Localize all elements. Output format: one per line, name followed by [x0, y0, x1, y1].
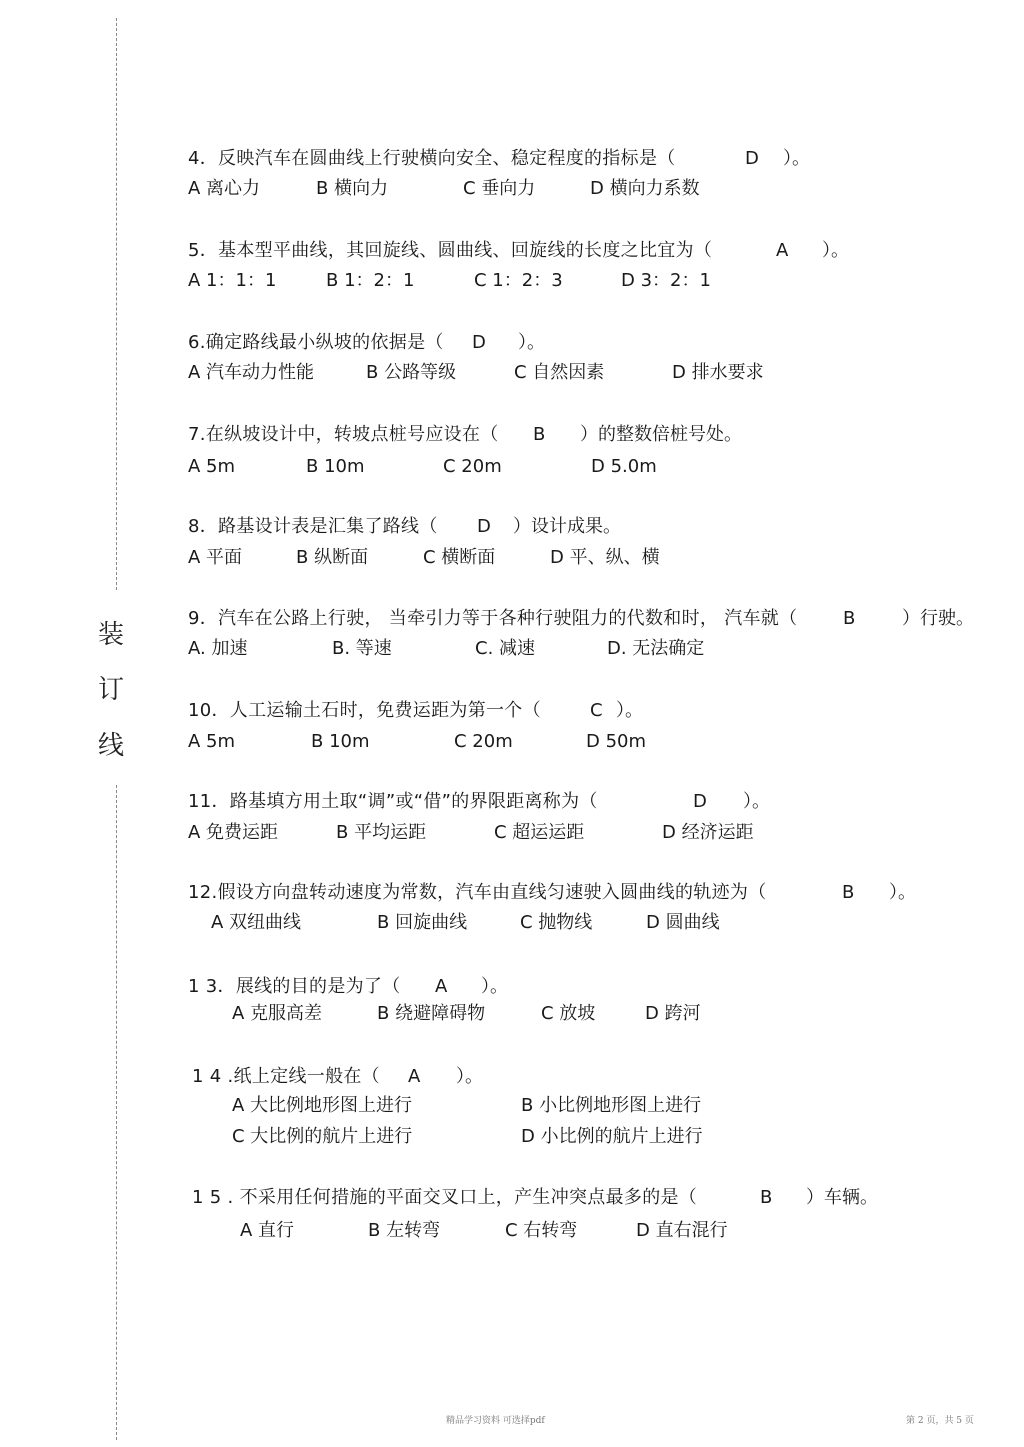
option-c: C 垂向力 [463, 178, 536, 199]
answer-letter: B [533, 424, 546, 445]
question-stem-end: ）。 [456, 1066, 483, 1087]
option-d: D. 无法确定 [607, 638, 705, 659]
question-stem-end: ）。 [822, 240, 849, 261]
binding-dashed-line-bottom [116, 785, 117, 1440]
option-c: C 自然因素 [514, 362, 605, 383]
question-stem-end: ）的整数倍桩号处。 [580, 424, 742, 445]
answer-letter: B [842, 882, 855, 903]
binding-char-1: 装 [98, 620, 125, 650]
question-stem-end: ）。 [518, 332, 545, 353]
option-d: D 圆曲线 [646, 912, 720, 933]
option-b: B 纵断面 [296, 547, 369, 568]
option-c: C 超运运距 [494, 822, 585, 843]
option-b: B 小比例地形图上进行 [521, 1095, 702, 1116]
answer-letter: A [408, 1066, 421, 1087]
option-c: C 20m [454, 731, 513, 752]
question-stem-end: ）设计成果。 [513, 516, 621, 537]
option-b: B. 等速 [332, 638, 392, 659]
option-a: A 直行 [240, 1220, 295, 1241]
option-c: C 横断面 [423, 547, 496, 568]
option-c: C 20m [443, 456, 502, 477]
option-b: B 公路等级 [366, 362, 457, 383]
question-stem-end: ）。 [743, 791, 770, 812]
question-stem-end: ）。 [783, 148, 810, 169]
option-b: B 10m [311, 731, 370, 752]
option-a: A 5m [188, 731, 236, 752]
question-stem-end: ）。 [889, 882, 916, 903]
option-d: D 跨河 [645, 1003, 701, 1024]
question-stem-end: ）行驶。 [902, 608, 974, 629]
option-a: A 大比例地形图上进行 [232, 1095, 413, 1116]
option-a: A 双纽曲线 [211, 912, 302, 933]
option-d: D 3：2：1 [621, 270, 711, 291]
question-stem: 7.在纵坡设计中，转坡点桩号应设在（ [188, 424, 499, 445]
option-b: B 1：2：1 [326, 270, 415, 291]
binding-char-2: 订 [98, 675, 125, 705]
question-stem-end: ）车辆。 [806, 1187, 878, 1208]
question-stem: 9．汽车在公路上行驶， 当牵引力等于各种行驶阻力的代数和时， 汽车就（ [188, 608, 798, 629]
question-stem: 6.确定路线最小纵坡的依据是（ [188, 332, 444, 353]
option-a: A 5m [188, 456, 236, 477]
option-b: B 平均运距 [336, 822, 427, 843]
option-c: C 放坡 [541, 1003, 596, 1024]
question-stem: 8．路基设计表是汇集了路线（ [188, 516, 438, 537]
question-stem: 5．基本型平曲线，其回旋线、圆曲线、回旋线的长度之比宜为（ [188, 240, 713, 261]
option-c: C. 减速 [475, 638, 536, 659]
answer-letter: A [435, 976, 448, 997]
binding-char-3: 线 [98, 731, 125, 761]
option-a: A 免费运距 [188, 822, 279, 843]
question-stem: 10．人工运输土石时，免费运距为第一个（ [188, 700, 541, 721]
question-stem: 1 3．展线的目的是为了（ [188, 976, 401, 997]
question-stem-end: ）。 [481, 976, 508, 997]
option-a: A 克服高差 [232, 1003, 323, 1024]
option-d: D 经济运距 [662, 822, 754, 843]
answer-letter: D [472, 332, 486, 353]
question-stem: 12.假设方向盘转动速度为常数，汽车由直线匀速驶入圆曲线的轨迹为（ [188, 882, 767, 903]
option-a: A. 加速 [188, 638, 248, 659]
question-stem: 1 4 .纸上定线一般在（ [192, 1066, 380, 1087]
option-a: A 1：1：1 [188, 270, 277, 291]
option-a: A 汽车动力性能 [188, 362, 315, 383]
answer-letter: B [760, 1187, 773, 1208]
answer-letter: B [843, 608, 856, 629]
question-stem-end: ）。 [616, 700, 643, 721]
option-b: B 横向力 [316, 178, 389, 199]
option-b: B 绕避障碍物 [377, 1003, 486, 1024]
option-d: D 排水要求 [672, 362, 764, 383]
option-c: C 1：2：3 [474, 270, 563, 291]
answer-letter: C [590, 700, 603, 721]
option-c: C 右转弯 [505, 1220, 578, 1241]
answer-letter: A [776, 240, 789, 261]
answer-letter: D [693, 791, 707, 812]
option-d: D 平、纵、横 [550, 547, 660, 568]
footer-source-text: 精品学习资料 可选择pdf [446, 1416, 545, 1426]
option-c: C 大比例的航片上进行 [232, 1126, 413, 1147]
option-d: D 直右混行 [636, 1220, 728, 1241]
binding-dashed-line-top [116, 18, 117, 590]
option-d: D 横向力系数 [590, 178, 700, 199]
option-b: B 回旋曲线 [377, 912, 468, 933]
question-stem: 4．反映汽车在圆曲线上行驶横向安全、稳定程度的指标是（ [188, 148, 676, 169]
option-a: A 离心力 [188, 178, 261, 199]
option-b: B 左转弯 [368, 1220, 441, 1241]
option-a: A 平面 [188, 547, 243, 568]
option-c: C 抛物线 [520, 912, 593, 933]
answer-letter: D [477, 516, 491, 537]
footer-page-number: 第 2 页，共 5 页 [906, 1416, 974, 1426]
question-stem: 11．路基填方用土取“调”或“借”的界限距离称为（ [188, 791, 598, 812]
question-stem: 1 5 . 不采用任何措施的平面交叉口上，产生冲突点最多的是（ [192, 1187, 698, 1208]
option-d: D 小比例的航片上进行 [521, 1126, 703, 1147]
answer-letter: D [745, 148, 759, 169]
option-b: B 10m [306, 456, 365, 477]
option-d: D 50m [586, 731, 647, 752]
option-d: D 5.0m [591, 456, 657, 477]
